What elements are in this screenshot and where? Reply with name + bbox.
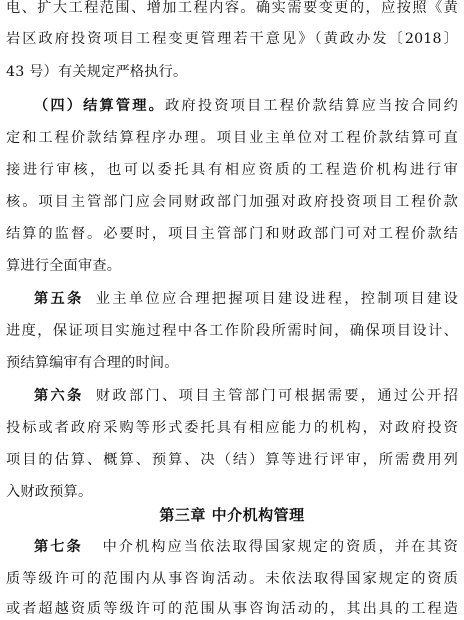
text-line: 定和工程价款结算程序办理。项目业主单位对工程价款结算可直 bbox=[6, 130, 458, 146]
chapter-title: 第三章 中介机构管理 bbox=[159, 506, 305, 524]
text-line: 43 号）有关规定严格执行。 bbox=[6, 64, 188, 80]
article-first-line bbox=[34, 385, 458, 407]
article-heading: 第七条 bbox=[34, 539, 83, 555]
text-line: 预结算编审有合理的时间。 bbox=[6, 355, 179, 371]
text-line: 接进行审核，也可以委托具有相应资质的工程造价机构进行审 bbox=[6, 162, 458, 178]
article-text: 中介机构应当依法取得国家规定的资质，并在其资 bbox=[100, 539, 458, 555]
article-first-line bbox=[34, 536, 458, 558]
text-line: 电、扩大工程范围、增加工程内容。确实需要变更的，应按照《黄 bbox=[6, 0, 458, 16]
text-line: 入财政预算。 bbox=[6, 484, 93, 500]
paragraph-text: 政府投资项目工程价款结算应当按合同约 bbox=[165, 98, 458, 114]
paragraph-first-line bbox=[34, 95, 458, 117]
text-line: 项目的估算、概算、预算、决（结）算等进行评审，所需费用列 bbox=[6, 452, 458, 468]
text-line: 算进行全面审查。 bbox=[6, 258, 122, 274]
text-line: 或者超越资质等级许可的范围从事咨询活动的，其出具的工程造 bbox=[6, 601, 458, 617]
text-line: 质等级许可的范围内从事咨询活动。未依法取得国家规定的资质 bbox=[6, 571, 458, 587]
article-text: 财政部门、项目主管部门可根据需要，通过公开招 bbox=[93, 388, 458, 404]
article-heading: 第六条 bbox=[34, 388, 84, 404]
text-line: 核。项目主管部门应会同财政部门加强对政府投资项目工程价款 bbox=[6, 194, 458, 210]
article-first-line bbox=[34, 288, 458, 310]
article-heading: 第五条 bbox=[34, 291, 84, 307]
article-text: 业主单位应合理把握项目建设进程，控制项目建设 bbox=[93, 291, 458, 307]
section-heading: （四）结算管理。 bbox=[34, 98, 166, 114]
text-line: 岩区政府投资项目工程变更管理若干意见》（黄政办发〔2018〕 bbox=[6, 31, 458, 47]
text-line: 结算的监督。必要时，项目主管部门和财政部门可对工程价款结 bbox=[6, 226, 458, 242]
text-line: 投标或者政府采购等形式委托具有相应能力的机构，对政府投资 bbox=[6, 420, 458, 436]
text-line: 进度，保证项目实施过程中各工作阶段所需时间，确保项目设计、 bbox=[6, 323, 458, 339]
